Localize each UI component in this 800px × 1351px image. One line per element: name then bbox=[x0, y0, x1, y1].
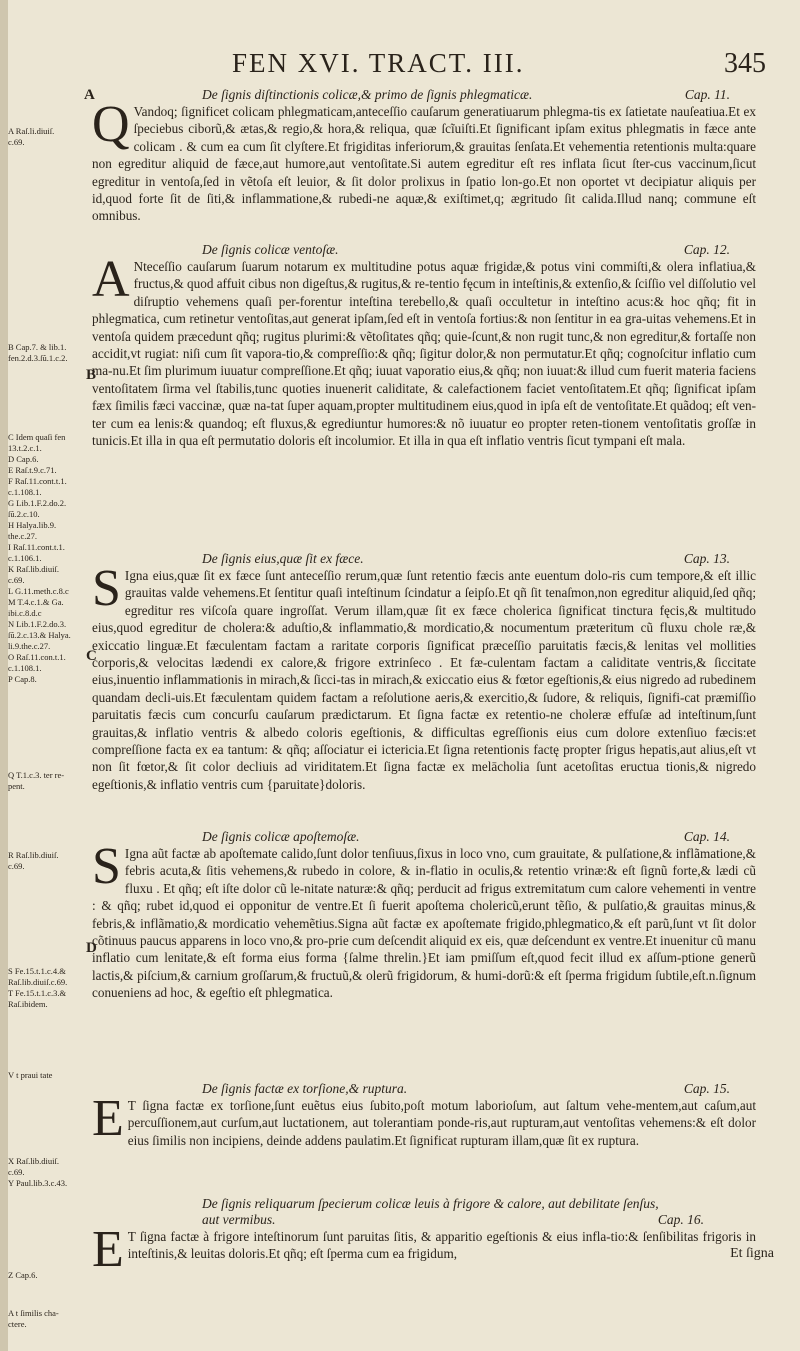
chapter-title: De ſignis colicæ ventoſæ. bbox=[202, 242, 339, 257]
drop-cap: Q bbox=[92, 96, 130, 153]
chapter-15 bbox=[92, 1080, 756, 1149]
chapter-heading bbox=[92, 1196, 756, 1228]
chapter-11 bbox=[92, 86, 756, 225]
catchword: Et ſigna bbox=[730, 1246, 774, 1261]
drop-cap: E bbox=[92, 1221, 124, 1278]
chapter-title-continued: aut vermibus. bbox=[202, 1212, 276, 1227]
margin-note: S Fe.15.t.1.c.4.& Raſ.lib.diuiſ.c.69. T Fe.15.t.1.c.3.& Raſ.ibidem. bbox=[8, 966, 68, 1009]
margin-note: Q T.1.c.3. ter re- pent. bbox=[8, 770, 65, 791]
chapter-paragraph bbox=[92, 838, 756, 1002]
page-header bbox=[0, 48, 800, 84]
chapter-paragraph bbox=[92, 560, 756, 793]
margin-note: B Cap.7. & lib.1. fen.2.d.3.ſũ.1.c.2. bbox=[8, 342, 68, 363]
paragraph-text: Igna aũt factæ ab apoſtemate calido,ſunt dolor tenſiuus,ſixus in loco vno, cum grauitate, & pulſatione,& inflãmatione,& febris acuta,& ſitis vehemens,& rubedo in colore, & in-flatio in oculis,& retentio vrinæ:& eſt ſignũ forte,& lædi cũ fluxu . Et qñq; eſt iſte dolor cũ le-nitate naturæ:& qñq; perducit ad frigus extremitatum cum calore vehementi in ventre : & qñq; rubet id,quod ei opponitur de ventre.Et ſi fuerit apoſtema cholericũ,erunt tẽſio, & pulſatio,& grauitas minus,& febris,& inflãmatio,& mordicatio vehemẽtius.Signa aũt factæ ex apoſtemate frigido,phlegmatico,& eſt parũ,ſunt vt ſit dolor cõtinuus paucus apparens in loco vno,& pro-prie cum deſcendit aliquid ex eis, quæ deſcendunt ex ventre.Et inuenitur cũ manu inflatio cum lenitate,& eſt forma eius forma {ſalme threlin.}Et iam pmiſſum eſt,quod fecit illud ex aſſum-ptione generũ lactis,& piſcium,& carnium groſſarum,& fructuũ,& olerũ frigidorum, & humi-dorũ:& eſt ſperma frigidum ſubtile,eſt.n.ſignum conueniens ad hoc, & egeſtio eſt phlegmatica. bbox=[92, 846, 756, 1001]
binding-gutter bbox=[0, 0, 8, 1351]
chapter-title: De ſignis factæ ex torſione,& ruptura. bbox=[202, 1081, 408, 1096]
margin-note: A Raſ.li.diuiſ. c.69. bbox=[8, 126, 55, 147]
section-marker: D bbox=[86, 940, 97, 956]
chapter-16 bbox=[92, 1196, 756, 1278]
margin-notes bbox=[8, 80, 84, 1340]
chapter-title: De ſignis colicæ apoſtemoſæ. bbox=[202, 829, 360, 844]
chapter-number: Cap. 15. bbox=[683, 1081, 730, 1096]
margin-note: R Raſ.lib.diuiſ. c.69. bbox=[8, 850, 59, 871]
section-marker: B bbox=[86, 367, 97, 383]
main-text bbox=[92, 80, 756, 1345]
chapter-heading bbox=[92, 550, 756, 567]
margin-note: C Idem quaſi fen 13.t.2.c.1. D Cap.6. E Raſ.t.9.c.71. F Raſ.11.cont.t.1. c.1.108.1. G Lib.1.F.2.do.2. ſũ.2.c.10. H Halya.lib.9. the.c.27. I Raſ.11.cont.t.1. c.1.106.1. K Raſ.lib.diuiſ. c.69. L G.11.meth.c.8.c M T.4.c.1.& Ga. ibi.c.8.d.c N Lib.1.F.2.do.3. ſũ.2.c.13.& Halya. li.9.the.c.27. O Raſ.11.con.t.1. c.1.108.1. P Cap.8. bbox=[8, 432, 71, 684]
drop-cap: S bbox=[92, 560, 121, 617]
chapter-title: De ſignis eius,quæ ſit ex fæce. bbox=[202, 551, 364, 566]
chapter-paragraph bbox=[92, 1221, 756, 1278]
drop-cap: S bbox=[92, 838, 121, 895]
margin-note: V t praui tate bbox=[8, 1070, 53, 1080]
drop-cap: A bbox=[92, 251, 130, 308]
chapter-12 bbox=[92, 241, 756, 449]
chapter-heading bbox=[92, 86, 756, 103]
chapter-title: De ſignis diſtinctionis colicæ,& primo de ſignis phlegmaticæ. bbox=[202, 87, 533, 102]
section-marker: A bbox=[84, 87, 95, 103]
drop-cap: E bbox=[92, 1090, 124, 1147]
chapter-number: Cap. 14. bbox=[683, 829, 730, 844]
chapter-number: Cap. 13. bbox=[683, 551, 730, 566]
chapter-paragraph bbox=[92, 1090, 756, 1149]
chapter-title: De ſignis reliquarum ſpecierum colicæ leuis à frigore & calore, aut debilitate ſenſus, bbox=[202, 1196, 659, 1211]
chapter-14 bbox=[92, 828, 756, 1002]
chapter-paragraph bbox=[92, 96, 756, 225]
paragraph-text: Igna eius,quæ ſit ex fæce ſunt anteceſſio rerum,quæ ſunt retentio fæcis ante euentum dolo-ris cum tempore,& eſt illic grauitas valde vehemens.Et ſentitur quaſi inteſtinum ſcindatur a ſeipſo.Et qñ ſit tenaſmon,non egreditur aliquid,ſed qñq; egreditur res viſcoſa quare ingroſſat. Verum illam,quæ ſit ex fæce cholerica ſignificat tinctura fęcis,& multitudo eius,quod egreditur de cholera:& aduſtio,& inflammatio,& mordicatio,& nocumentum præteritum cũ fluxu chole ræ,& exiccatio linguæ.Et fæculentam factam a raritate corporis ſignificat præceſſio paruitatis fæcis,& lenitas vel mollities corporis,& velocitas lædendi ex calore,& frigore extrinſeco . Et fæ-culentam factam a caliditate ventris,& ſiccitate eius,inuentio inflammationis in mirach,& ſicci-tas in mirach,& exiccatio eius & fœtor egeſtionis,& eius nigredo ad rubedinem quandam decli-uis.Et fæculentam quidem factam a reſolutione aeris,& exercitio,& ſudore, & reliquis, ſignifi-cat præmiſſio paruitatis fæcis cum concurſu cauſarum prædictarum. Et ſigna factæ ex retentio-ne choleræ effuſæ ad inteſtinum,ſunt grauitas,& inflatio ventris & albedo coloris egeſtionis, & difficultas egreſſionis eius cum dolore extenſiuo fæcis:et compreſſione facta ex ea tantum: & qñq; aſſociatur ei ictericia.Et ſigna retentionis factę propter ſrigus hepatis,aut alius,eſt vt non ſit fœtor,& ſit color decliuis ad viriditatem.Et ſigna factæ ex melācholia ſunt acetoſitas eructua tionis,& nigredo egeſtionis,& inflatio ventris cum {paruitate}doloris. bbox=[92, 568, 756, 792]
chapter-heading bbox=[92, 828, 756, 845]
chapter-number: Cap. 16. bbox=[657, 1212, 704, 1227]
section-marker: C bbox=[86, 648, 97, 664]
chapter-number: Cap. 12. bbox=[683, 242, 730, 257]
chapter-heading bbox=[92, 241, 756, 258]
paragraph-text: T ſigna factæ à frigore inteſtinorum ſunt paruitas ſitis, & apparitio egeſtionis & eius infla-tio:& ſenſibilitas frigoris in inteſtinis,& leuitas doloris.Et qñq; eſt ſperma cum ea frigidum, bbox=[127, 1229, 756, 1262]
paragraph-text: T ſigna factæ ex torſione,ſunt euẽtus eius ſubito,poſt motum laborioſum, aut ſaltum vehe-mentem,aut caſum,aut percuſſionem,aut curſum,aut luctationem, aut tolerantiam ponde-ris,aut rupturam,aut ventoſitas vehemens:& eſt dolor eius ſimilis non incipiens, deinde addens paulatim.Et ſignificat rupturam illam,quæ ſit ex ruptura. bbox=[127, 1098, 756, 1148]
chapter-number: Cap. 11. bbox=[684, 87, 730, 102]
paragraph-text: Nteceſſio cauſarum ſuarum notarum ex multitudine potus aquæ frigidæ,& potus vini commiſti,& olera inflatiua,& fructus,& quod affuit cibus non digeſtus,& rugitus,& re-tentio fęcum in inteſtinis,& extenſio,& ſciſſio vel diſſolutio vel diſruptio vehemens quaſi per-forentur inteſtina terebello,& quaſi occultetur in inteſtino acus:& hoc qñq; fit in phlegmatica, cum retinetur ventoſitas,aut generat ipſam,ſed eſt in ventoſa fortius:& non ſentitur in ea gra-uitas vehemens.Et in ventoſa quidem præcedunt qñq; rugitus plurimi:& vẽtoſitates qñq; quie-ſcunt,& non rugit tunc,& non egreditur,& fortaſſe non accidit,vt rugiat: niſi cum ſit vapora-tio,& compreſſio:& qñq; ſigitur dolor,& non permutatur.Et qñq; cognoſcitur inflatio cum ma-nu.Et ſim plurimum iuuatur compreſſione.Et qñq; iuuat vaporatio eius,& qñq; non iuuat:& illud cum fuerit materia faciens ventoſitatem ſirma vel ſtabilis,tunc quoties inuenerit caliditate, & calefactionem faciet ventoſitatem.Et qñq; ſignificat ipſam fæx ſimilis fæci vaccinæ, quæ na-tat ſuper aquam,propter multitudinem eius,quod in ipſa eſt de ventoſitate.Et quãdoq; eſt ven-ter cum ea lenis:& quandoq; eſt fluxus,& egrediuntur humores:& nõ iuuatur eo propter reten-tionem ventoſitatis groſſæ in tunicis.Et illa in qua eſt permutatio doloris eſt incolumior. Et illa in qua eſt inflatio ventris ſicut tympani eſt mala. bbox=[92, 259, 756, 449]
margin-note: Z Cap.6. bbox=[8, 1270, 38, 1280]
margin-note: A t ſimilis cha- ctere. bbox=[8, 1308, 59, 1329]
paragraph-text: Vandoq; ſignificet colicam phlegmaticam,anteceſſio cauſarum generatiuarum phlegma-tis ex ſatietate nauſeatiua.Et ex ſpeciebus ciborũ,& ætas,& regio,& hora,& reliqua, quæ ſcĩuiſti.Et ſignificant ipſam exitus phlegmatis in fæce ante colicam . & cum ea cum ſit clyſtere.Et frigiditas inferiorum,& grauitas ſenſata.Et vehementia retentionis multa:quare non egreditur aliquid de fæce,aut humore,aut ventoſitate.Si autem egreditur eſt res inflata ſicut ſter-cus vaccinum,ſicut egreditur in ventoſa,ſed in vẽtoſa eſt leuior, & ſit dolor prolixus in ſpatio lon-go.Et non oportet vt decipiatur aliquis per id,quod forte ſit de ſiti,& inflammatione,& rubedi-ne aquæ,& exiſtimet,q; ægritudo ſit calida.Illud nanq; commune eſt omnibus. bbox=[92, 104, 756, 224]
chapter-13 bbox=[92, 550, 756, 793]
chapter-heading bbox=[92, 1080, 756, 1097]
page-number: 345 bbox=[724, 48, 766, 79]
margin-note: X Raſ.lib.diuiſ. c.69. Y Paul.lib.3.c.43. bbox=[8, 1156, 68, 1188]
chapter-paragraph bbox=[92, 251, 756, 449]
running-title: FEN XVI. TRACT. III. bbox=[232, 48, 525, 78]
